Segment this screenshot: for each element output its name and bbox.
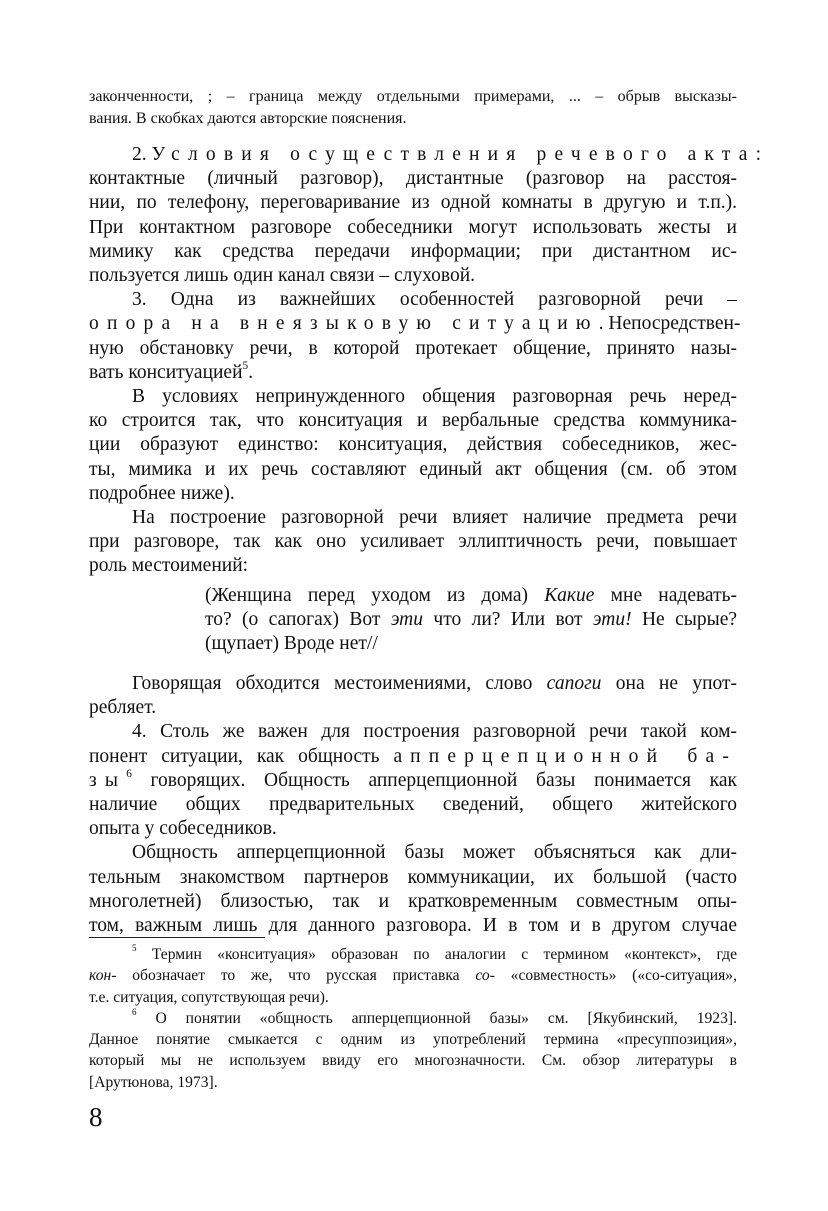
text-line <box>89 1008 737 1029</box>
text-line <box>89 720 737 744</box>
text-run: т.е. ситуация, сопутствующая речи). <box>89 988 329 1006</box>
text-run: О понятии «общность апперцепционной базы» см. [Якубинский, 1923]. <box>136 1009 737 1027</box>
text-line <box>89 841 737 865</box>
text-run: ты, мимика и их речь составляют единый акт общения (см. об этом <box>89 458 737 480</box>
text-line <box>89 385 737 409</box>
paragraph <box>89 288 741 385</box>
footnote-separator <box>89 937 265 938</box>
text-line <box>89 409 737 433</box>
text-run: что ли? Или вот <box>423 609 593 631</box>
text-run: 3. Одна из важнейших особенностей разговорной речи – <box>132 289 737 311</box>
text-line <box>89 240 737 264</box>
emphasis-italic: сапоги <box>546 673 602 694</box>
text-line <box>89 191 737 215</box>
text-line <box>89 914 737 938</box>
text-run: . <box>248 361 254 383</box>
text-line <box>89 506 737 530</box>
text-line <box>89 944 737 965</box>
text-run: (Женщина перед уходом из дома) <box>205 585 545 606</box>
footnote <box>89 1008 737 1093</box>
text-line <box>89 817 737 841</box>
text-run: Говорящая обходится местоимениями, слово <box>132 673 547 694</box>
text-run: говорящих. Общность апперцепционной базы понимается как <box>131 769 737 791</box>
emphasis-spaced: апперцепционной ба- <box>393 745 737 767</box>
text-line <box>89 216 737 240</box>
text-run: опыта у собеседников. <box>89 818 277 840</box>
text-run: при разговоре, так как оно усиливает эллиптичность речи, повышает <box>89 531 737 553</box>
text-line <box>89 458 737 482</box>
footnote-marker: 5 <box>242 359 249 372</box>
text-line <box>205 608 737 632</box>
text-run: ную обстановку речи, в которой протекает общение, принято назы- <box>89 337 737 359</box>
text-run: «совместность» («со-ситуация», <box>494 967 737 985</box>
text-line <box>89 433 737 457</box>
text-line <box>89 1050 737 1071</box>
text-run: Не сырые? <box>631 609 738 631</box>
text-line <box>89 143 762 167</box>
paragraph <box>89 385 737 506</box>
emphasis-italic: эти! <box>592 609 632 631</box>
text-run: На построение разговорной речи влияет наличие предмета речи <box>132 507 737 529</box>
paragraph <box>89 720 737 841</box>
text-run: мимику как средства передачи информации; при дистантном ис- <box>89 240 737 262</box>
text-line <box>89 530 737 554</box>
text-run: [Арутюнова, 1973]. <box>89 1073 218 1091</box>
text-run: 2. <box>132 144 152 165</box>
text-run: контактные (личный разговор), дистантные (разговор на расстоя- <box>89 168 737 190</box>
text-run: ции образуют единство: конситуация, действия собеседников, жес- <box>89 434 737 456</box>
main-text-continued <box>89 672 737 938</box>
text-run: нии, по телефону, переговаривание из одной комнаты в другую и т.п.). <box>89 192 737 214</box>
text-run: ребляет. <box>89 697 157 719</box>
paragraph <box>89 506 737 579</box>
footnote-marker: 6 <box>126 767 132 780</box>
text-line <box>89 745 737 769</box>
text-line <box>89 264 737 288</box>
text-line <box>89 1072 737 1093</box>
text-line <box>89 769 737 793</box>
text-line <box>89 793 737 817</box>
emphasis-spaced: зы <box>89 769 127 791</box>
text-run: 4. Столь же важен для построения разговорной речи такой ком- <box>132 721 737 743</box>
footnote-marker: 5 <box>132 943 137 954</box>
paragraph <box>89 841 737 938</box>
text-run: пользуется лишь один канал связи – слуховой. <box>89 265 476 287</box>
text-run: (щупает) Вроде нет// <box>205 633 378 655</box>
text-line <box>89 987 737 1008</box>
text-line <box>89 866 737 890</box>
text-run: . Непосредствен- <box>598 313 741 335</box>
footnote-marker: 6 <box>132 1007 137 1018</box>
text-line <box>89 696 737 720</box>
text-run: роль местоимений: <box>89 555 249 577</box>
example-quote <box>205 584 737 657</box>
text-line <box>89 482 737 506</box>
text-line <box>89 672 737 696</box>
emphasis-italic: эти <box>390 609 424 631</box>
text-run: ко строится так, что конситуация и вербальные средства коммуника- <box>89 410 737 432</box>
text-run: который мы не используем ввиду его многозначности. См. обзор литературы в <box>89 1052 737 1070</box>
text-line <box>89 361 737 385</box>
intro-line: законченности, ; – граница между отдельными примерами, ... – обрыв высказы- <box>89 88 737 105</box>
text-run: она не упот- <box>601 673 738 694</box>
text-run: вать конситуацией <box>89 361 243 383</box>
text-run: Общность апперцепционной базы может объясняться как дли- <box>132 842 737 864</box>
text-run: мне надевать- <box>594 585 737 606</box>
text-line <box>89 554 737 578</box>
intro-line: вания. В скобках даются авторские пояснения. <box>89 110 407 127</box>
text-line <box>205 584 737 608</box>
paragraph <box>89 143 762 288</box>
text-run: том, важным лишь для данного разговора. И в том и в другом случае <box>89 915 737 937</box>
paragraph <box>89 672 737 720</box>
text-run: : <box>755 144 762 165</box>
text-line <box>89 1029 737 1050</box>
footnote <box>89 944 737 1008</box>
text-line <box>89 167 737 191</box>
text-line <box>89 337 737 361</box>
text-run: то? (о сапогах) Вот <box>205 609 391 631</box>
text-line <box>89 965 737 986</box>
text-run: подробнее ниже). <box>89 482 235 504</box>
text-run: многолетней) близостью, так и кратковременным совместным опы- <box>89 890 737 912</box>
text-run: тельным знакомством партнеров коммуникации, их большой (часто <box>89 866 737 888</box>
text-run: наличие общих предварительных сведений, общего житейского <box>89 794 737 816</box>
emphasis-italic: со- <box>475 967 495 985</box>
text-run: Термин «конситуация» образован по аналогии с термином «контекст», где <box>136 946 737 963</box>
emphasis-italic: Какие <box>544 585 595 606</box>
text-run: Данное понятие смыкается с одним из употреблений термина «пресуппозиция», <box>89 1031 737 1049</box>
text-run: понент ситуации, как общность <box>89 745 394 767</box>
emphasis-italic: кон- <box>89 967 117 985</box>
text-line <box>205 632 737 656</box>
main-text <box>89 143 762 579</box>
text-run: При контактном разговоре собеседники могут использовать жесты и <box>89 216 737 238</box>
text-line <box>89 288 737 312</box>
emphasis-spaced: опора на внеязыковую ситуацию <box>89 313 599 335</box>
page-number: 8 <box>89 1102 103 1132</box>
text-run: В условиях непринужденного общения разговорная речь неред- <box>132 386 737 408</box>
intro-text <box>89 86 737 130</box>
footnotes <box>89 944 737 1093</box>
text-run: обозначает то же, что русская приставка <box>116 967 476 985</box>
text-line <box>89 890 737 914</box>
emphasis-spaced: Условия осуществления речевого акта <box>151 144 756 165</box>
text-line <box>89 312 741 336</box>
